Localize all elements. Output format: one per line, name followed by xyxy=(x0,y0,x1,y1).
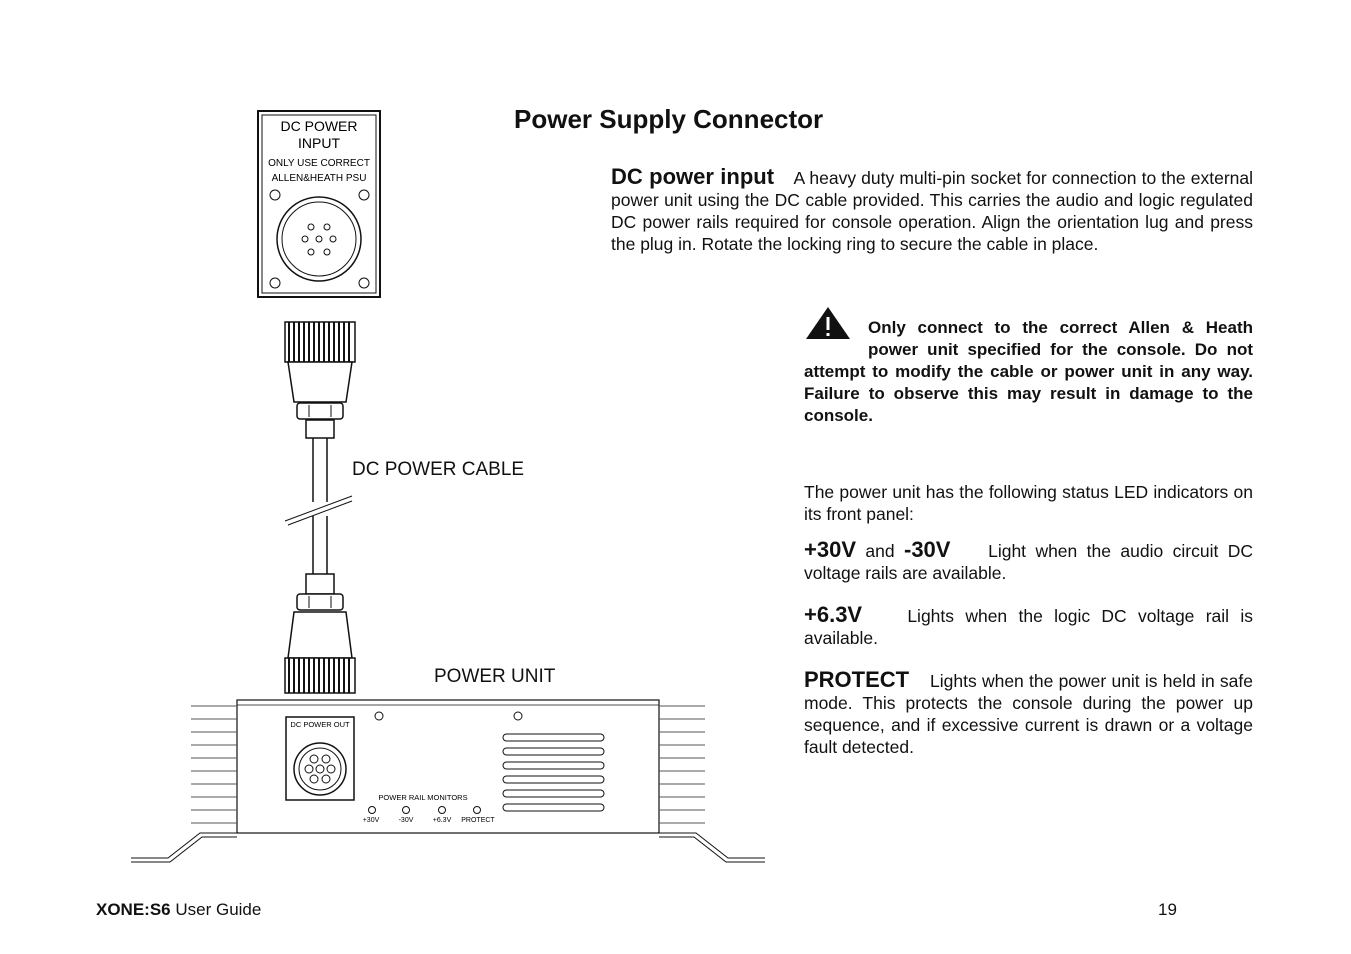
led-label-protect: PROTECT xyxy=(461,817,495,824)
protect-paragraph xyxy=(804,669,1253,758)
warning-triangle-icon xyxy=(804,306,856,340)
dc-input-paragraph xyxy=(611,166,1253,255)
cable-bottom-connector xyxy=(285,574,355,693)
led-label-p30: +30V xyxy=(362,817,380,824)
status-intro: The power unit has the following status LED indicators on its front panel: xyxy=(804,482,1253,524)
panel-line2: INPUT xyxy=(298,135,340,151)
protect-lead: PROTECT xyxy=(804,667,910,692)
v30-lead-plus: +30V xyxy=(804,537,856,562)
panel-note1: ONLY USE CORRECT xyxy=(268,158,370,169)
page-number: 19 xyxy=(1158,900,1177,919)
unit-label: POWER UNIT xyxy=(434,666,556,687)
dc-input-text: A heavy duty multi-pin socket for connection to the external power unit using the DC cable provided. This carries the audio and logic regulated DC power rails required for console operation. Align the orientation lug and press the plug in. Rotate the locking ring to secure the cable in place. xyxy=(611,168,1254,254)
led-label-m30: -30V xyxy=(398,817,414,824)
v63-paragraph xyxy=(804,604,1253,649)
v30-lead-minus: -30V xyxy=(904,537,951,562)
v63-text: Lights when the logic DC voltage rail is available. xyxy=(804,606,1253,648)
page-title: Power Supply Connector xyxy=(514,104,824,134)
v30-text: Light when the audio circuit DC voltage rails are available. xyxy=(804,541,1253,583)
warning-text: Only connect to the correct Allen & Heath power unit specified for the console. Do not attempt to modify the cable or power unit in any way. Failure to observe this may result in damage to the console. xyxy=(804,318,1253,425)
v30-paragraph xyxy=(804,539,1253,584)
footer-product: XONE:S6 xyxy=(96,900,171,919)
footer-title xyxy=(96,900,261,920)
panel-line1: DC POWER xyxy=(280,118,358,134)
cable-body xyxy=(285,438,352,574)
footer-doc: User Guide xyxy=(170,900,262,919)
protect-text: Lights when the power unit is held in safe mode. This protects the console during the power up sequence, and if excessive current is drawn or a voltage fault detected. xyxy=(804,671,1253,757)
monitors-label: POWER RAIL MONITORS xyxy=(378,793,468,802)
warning-box xyxy=(804,306,1253,427)
dc-power-input-panel xyxy=(258,111,380,297)
power-unit xyxy=(131,700,765,862)
v63-lead: +6.3V xyxy=(804,602,863,627)
dc-input-lead: DC power input xyxy=(611,164,775,189)
v30-and: and xyxy=(856,541,904,561)
led-label-p63: +6.3V xyxy=(432,817,452,824)
cable-top-connector xyxy=(285,322,355,438)
dc-out-label: DC POWER OUT xyxy=(290,720,350,729)
panel-note2: ALLEN&HEATH PSU xyxy=(271,173,367,184)
cable-label: DC POWER CABLE xyxy=(352,459,525,480)
